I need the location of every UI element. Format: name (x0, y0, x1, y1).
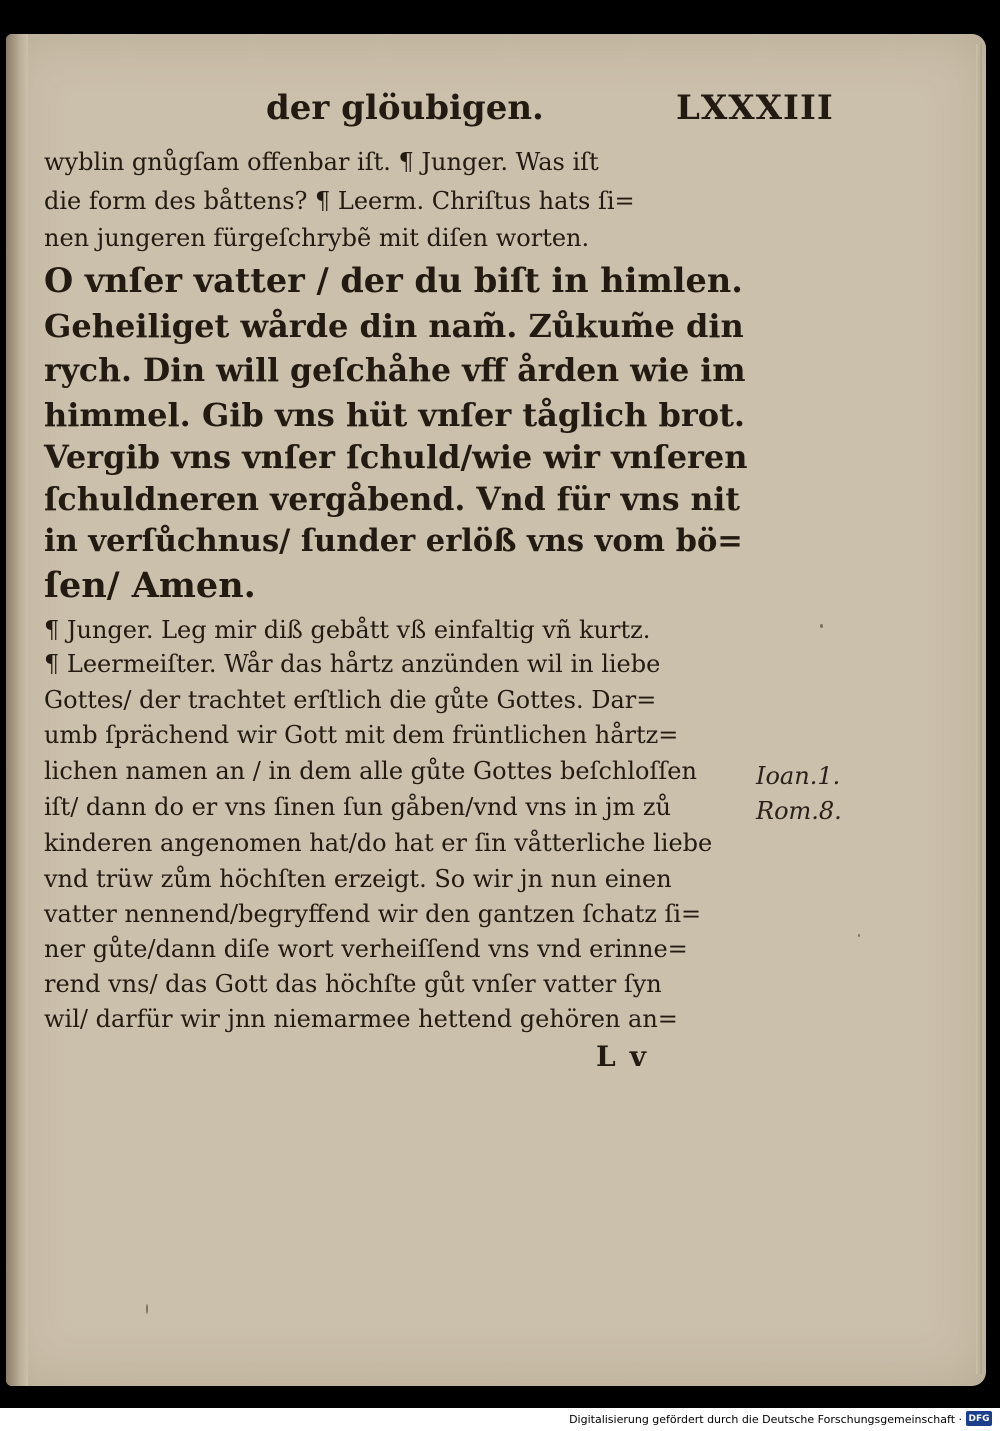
running-title: der glöubigen. (266, 88, 544, 128)
text-line: nen jungeren fürgeſchrybẽ mit diſen worten. (44, 224, 590, 252)
paper-speck (820, 624, 823, 628)
text-line: wyblin gnůgſam offenbar iſt. ¶ Junger. Was iſt (44, 148, 599, 176)
prayer-line: ſchuldneren vergåbend. Vnd für vns nit (44, 481, 740, 518)
footer-bar (0, 1408, 1000, 1431)
text-line: Gottes/ der trachtet erſtlich die gůte Gottes. Dar= (44, 686, 657, 714)
signature-mark: Lv (596, 1040, 660, 1073)
footer-credit: Digitalisierung gefördert durch die Deutsche Forschungsgemeinschaft · (569, 1413, 962, 1426)
prayer-line: O vnſer vatter / der du biſt in himlen. (44, 261, 743, 300)
page-spine-shadow (6, 34, 28, 1386)
page-edge (976, 44, 982, 1374)
margin-reference: Rom.8. (756, 797, 842, 825)
text-line: umb ſprächend wir Gott mit dem früntlichen hårtz= (44, 721, 679, 749)
text-line: die form des båttens? ¶ Leerm. Chriſtus hats ſi= (44, 187, 635, 215)
prayer-line: Geheiliget wårde din nam̃. Zůkum̃e din (44, 307, 744, 345)
paper-speck (146, 1304, 148, 1314)
prayer-line: Vergib vns vnſer ſchuld/wie wir vnſeren (44, 438, 748, 476)
text-line: ner gůte/dann diſe wort verheiſſend vns vnd erinne= (44, 935, 688, 963)
margin-reference: Ioan.1. (756, 762, 841, 790)
prayer-line: ſen/ Amen. (44, 565, 256, 606)
text-line: vnd trüw zům höchſten erzeigt. So wir jn nun einen (44, 865, 672, 893)
dfg-logo-icon: DFG (966, 1411, 992, 1426)
folio-number: LXXXIII (676, 88, 834, 128)
text-line: rend vns/ das Gott das höchſte gůt vnſer vatter ſyn (44, 970, 662, 998)
prayer-line: rych. Din will geſchåhe vff ården wie im (44, 352, 746, 389)
prayer-line: himmel. Gib vns hüt vnſer tåglich brot. (44, 396, 745, 434)
paper-speck (858, 934, 860, 937)
text-line: ¶ Leermeiſter. Wår das hårtz anzünden wil in liebe (44, 650, 661, 678)
text-line: lichen namen an / in dem alle gůte Gottes beſchloſſen (44, 757, 697, 785)
text-line: kinderen angenomen hat/do hat er ſin våtterliche liebe (44, 829, 713, 857)
prayer-line: in verſůchnus/ ſunder erlöß vns vom bö= (44, 523, 743, 559)
text-line: iſt/ dann do er vns ſinen ſun gåben/vnd vns in jm zů (44, 793, 672, 821)
text-line: wil/ darfür wir jnn niemarmee hettend gehören an= (44, 1005, 678, 1033)
text-line: ¶ Junger. Leg mir diß gebått vß einfaltig vñ kurtz. (44, 616, 651, 644)
text-line: vatter nennend/begryffend wir den gantzen ſchatz ſi= (44, 900, 702, 928)
